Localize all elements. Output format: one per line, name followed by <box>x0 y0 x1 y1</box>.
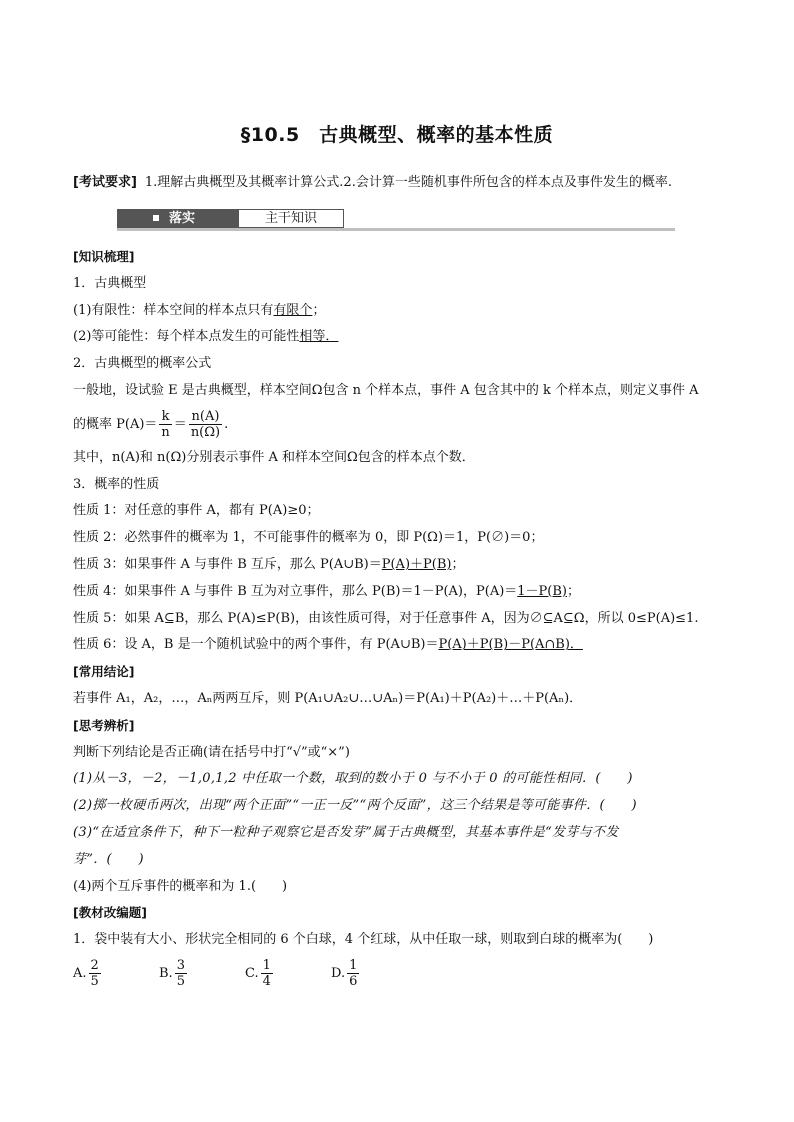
text-line: 性质 5：如果 A⊆B，那么 P(A)≤P(B)，由该性质可得，对于任意事件 A，因为∅⊆A⊆Ω，所以 0≤P(A)≤1. <box>73 610 699 626</box>
text-line: 一般地，设试验 E 是古典概型，样本空间Ω包含 n 个样本点，事件 A 包含其中的 k 个样本点，则定义事件 A <box>73 382 699 398</box>
banner-light: 主干知识 <box>238 209 344 228</box>
banner-dark-label: 落实 <box>169 211 196 226</box>
text-line: 性质 3：如果事件 A 与事件 B 互斥，那么 P(A∪B)＝P(A)＋P(B)； <box>73 556 465 572</box>
option-d[interactable]: D. $\frac{1}{6}$ <box>331 957 358 989</box>
requirements-text: 1.理解古典概型及其概率计算公式.2.会计算一些随机事件所包含的样本点及事件发生的概率. <box>144 175 672 190</box>
text-line: (1)有限性：样本空间的样本点只有有限个； <box>73 302 326 318</box>
question-line: 芽”．( ) <box>73 851 144 867</box>
banner-dark <box>117 209 238 228</box>
text-line: 其中，n(A)和 n(Ω)分别表示事件 A 和样本空间Ω包含的样本点个数． <box>73 449 475 465</box>
section-heading-knowledge: [知识梳理] <box>73 249 135 264</box>
page-title: §10.5 古典概型、概率的基本性质 <box>240 124 554 146</box>
square-bullet-icon <box>153 215 159 221</box>
question-line: (2)掷一枚硬币两次，出现“两个正面”“一正一反”“两个反面”，这三个结果是等可能事件．( ) <box>73 798 637 814</box>
option-a[interactable]: A. $\frac{2}{5}$ <box>73 957 99 989</box>
text-line: 2．古典概型的概率公式 <box>73 356 212 372</box>
fraction: $\frac{n(A)}{n(\Omega)}$ <box>190 408 221 440</box>
answer-options <box>73 954 763 994</box>
text-line: (2)等可能性：每个样本点发生的可能性相等． <box>73 329 339 345</box>
question-line: (4)两个互斥事件的概率和为 1.( ) <box>73 878 288 894</box>
formula-line: 的概率 P(A)＝ $\frac{k}{n}$ ＝ $\frac{n(A)}{n(\Omega)}$ . <box>73 408 229 440</box>
option-b[interactable]: B. $\frac{3}{5}$ <box>159 957 185 989</box>
text-line: 若事件 A₁，A₂，…，Aₙ两两互斥，则 P(A₁∪A₂∪…∪Aₙ)＝P(A₁)＋P(A₂)＋…＋P(Aₙ)． <box>73 690 583 706</box>
requirements-tag: [考试要求] <box>73 175 137 190</box>
text-line: 性质 1：对任意的事件 A，都有 P(A)≥0； <box>73 503 320 519</box>
section-heading-conclusion: [常用结论] <box>73 664 135 680</box>
document-body <box>73 244 763 994</box>
section-banner <box>117 209 675 231</box>
text-line: 性质 6：设 A，B 是一个随机试验中的两个事件，有 P(A∪B)＝P(A)＋P(B)－P(A∩B)． <box>73 637 583 653</box>
question-line: 1．袋中装有大小、形状完全相同的 6 个白球，4 个红球，从中任取一球，则取到白球的概率为( ) <box>73 932 654 948</box>
section-heading-thinking: [思考辨析] <box>73 717 135 733</box>
text-line: 判断下列结论是否正确(请在括号中打“√”或“×”) <box>73 744 350 760</box>
section-heading-textbook: [教材改编题] <box>73 905 147 921</box>
text-line: 性质 2：必然事件的概率为 1，不可能事件的概率为 0，即 P(Ω)＝1，P(∅)＝0； <box>73 530 544 546</box>
question-line: (3)“在适宜条件下，种下一粒种子观察它是否发芽”属于古典概型，其基本事件是“发芽与不发 <box>73 824 619 840</box>
text-line: 3．概率的性质 <box>73 476 160 492</box>
exam-requirements <box>73 171 753 190</box>
option-c[interactable]: C. $\frac{1}{4}$ <box>245 957 271 989</box>
question-line: (1)从－3，－2，－1,0,1,2 中任取一个数，取到的数小于 0 与不小于 0 的可能性相同．( ) <box>73 771 633 787</box>
fraction: $\frac{k}{n}$ <box>161 408 170 440</box>
text-line: 1．古典概型 <box>73 275 147 291</box>
text-line: 性质 4：如果事件 A 与事件 B 互为对立事件，那么 P(B)＝1－P(A)，P(A)＝1－P(B)； <box>73 583 581 599</box>
